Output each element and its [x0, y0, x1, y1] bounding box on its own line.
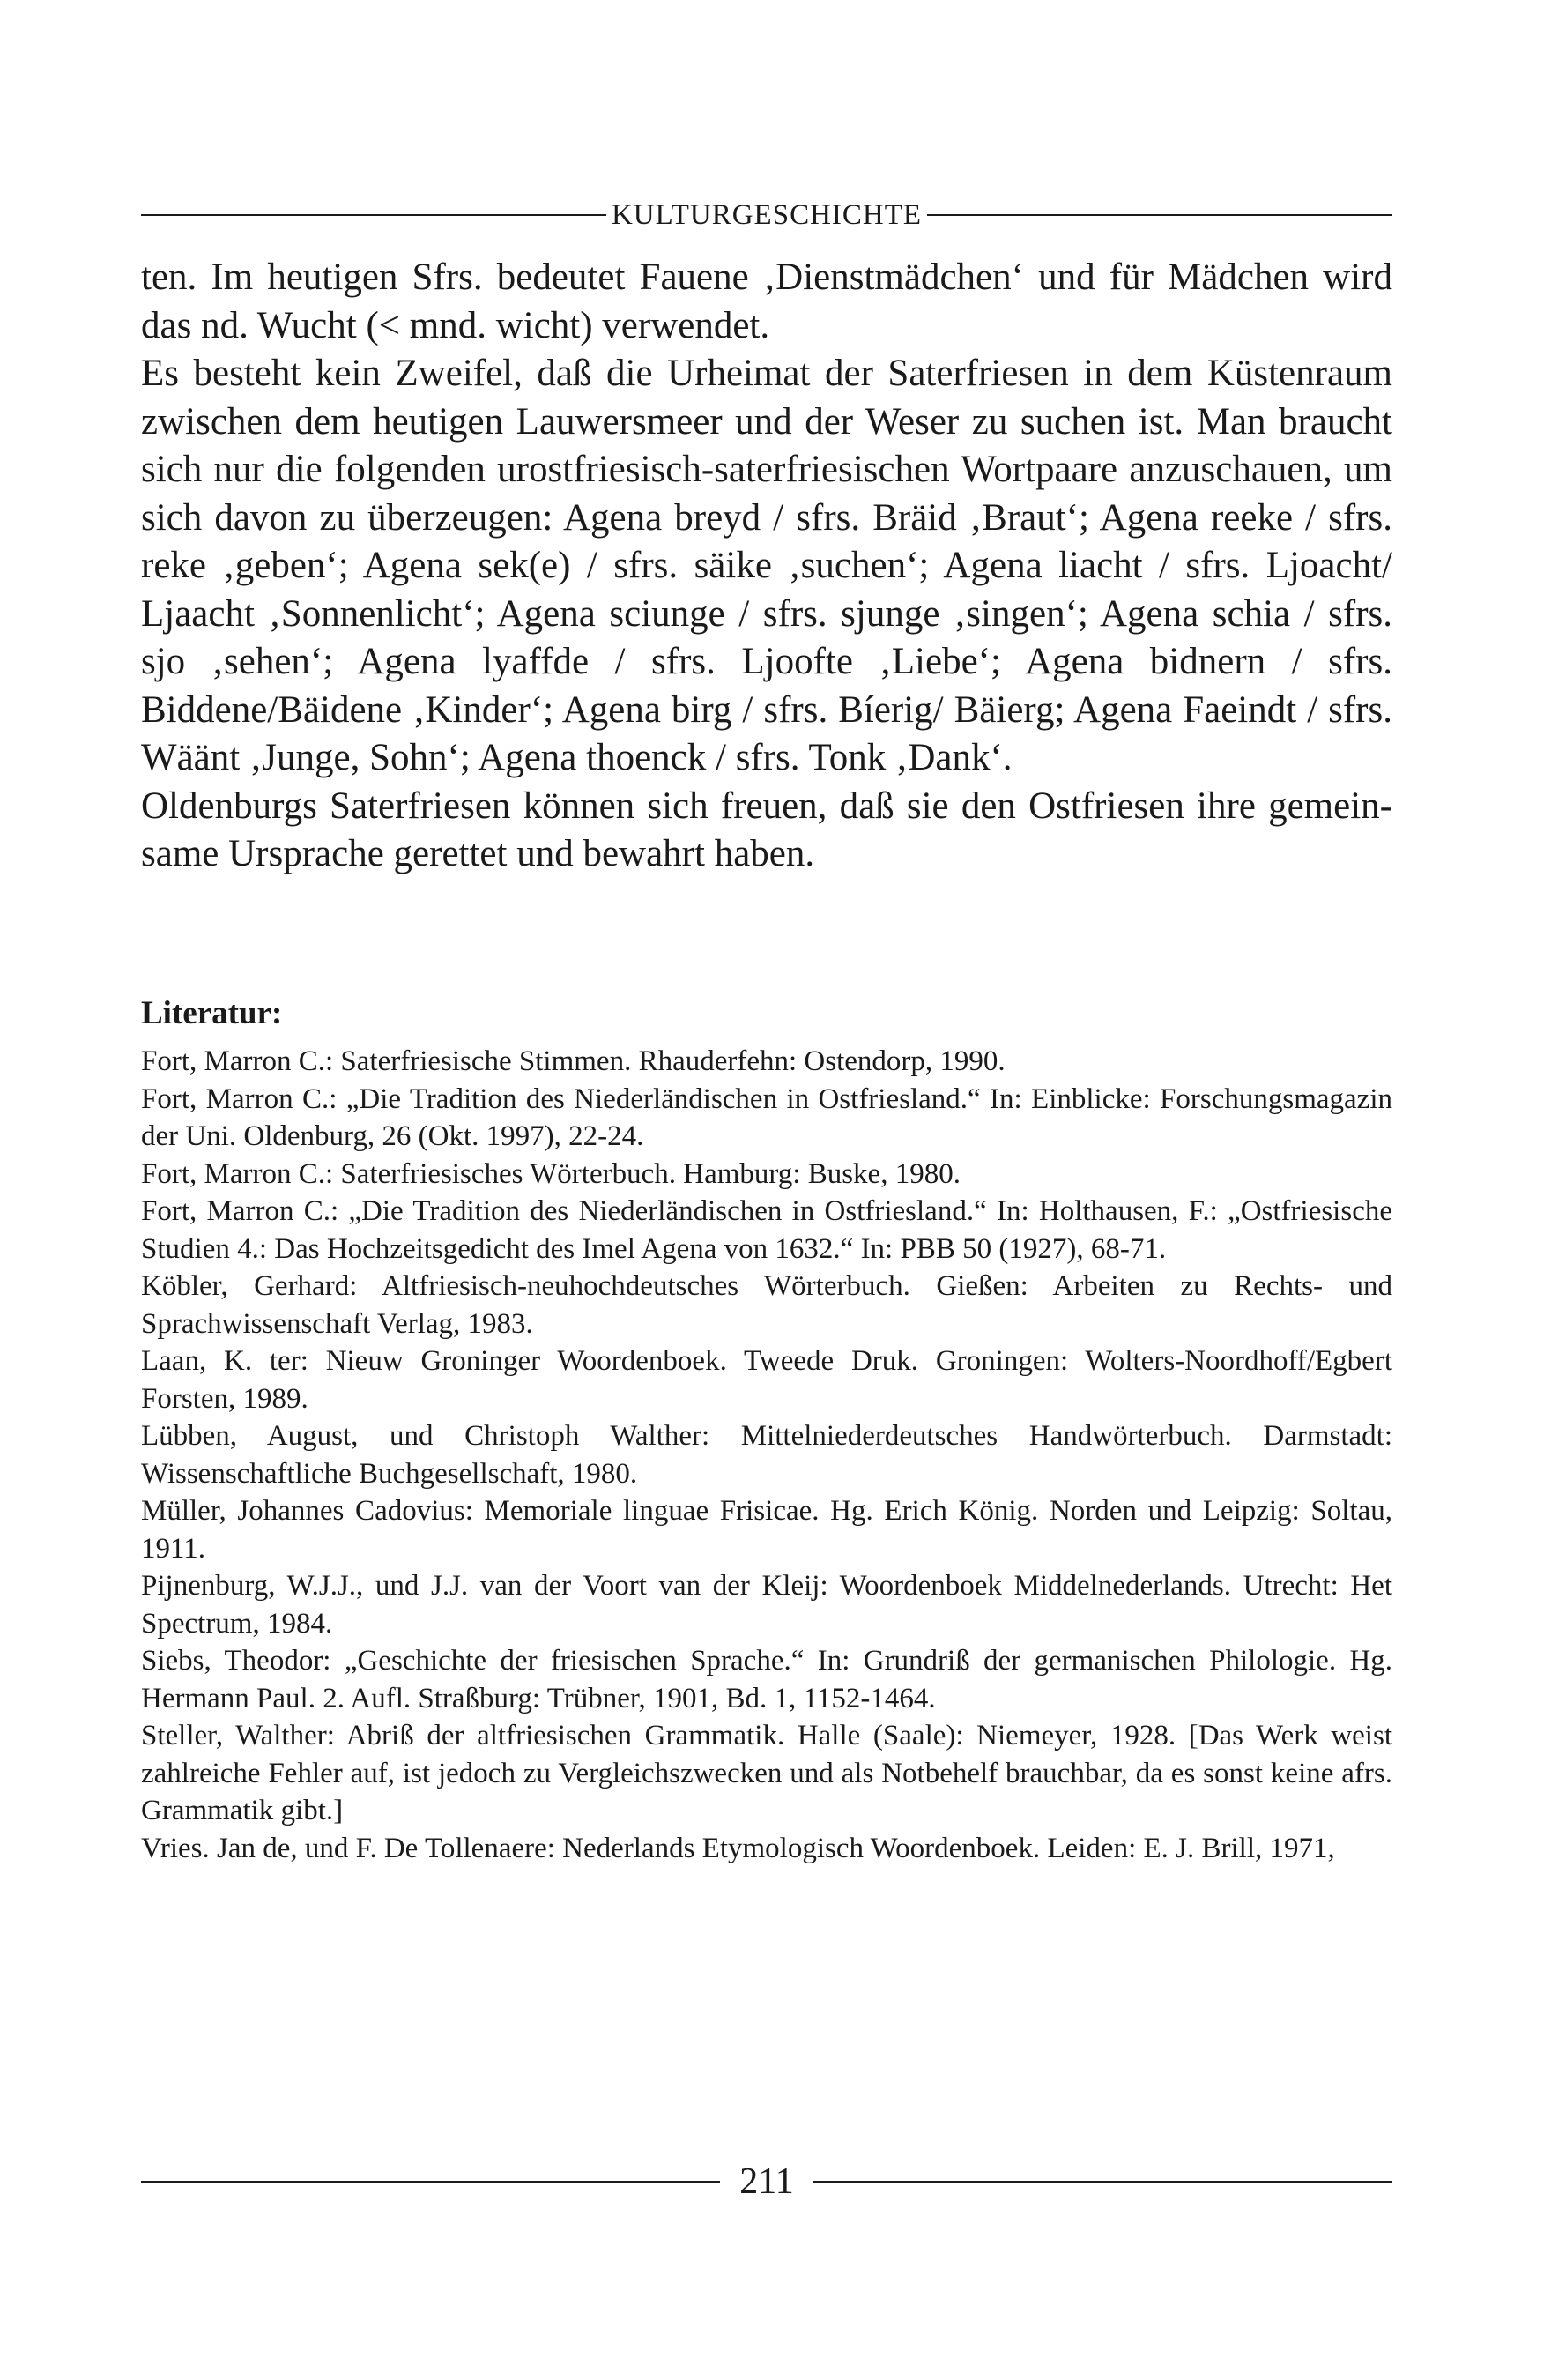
bibliography-list [141, 1043, 1392, 1867]
bibliography-entry: Laan, K. ter: Nieuw Groninger Woordenboek. Tweede Druk. Groningen: Wolters-Noordhoff/Egbert Forsten, 1989. [141, 1345, 1392, 1415]
header-rule-left [141, 214, 606, 216]
bibliography-entry: Fort, Marron C.: „Die Tradition des Niederländischen in Ostfriesland.“ In: Einblicke: Forschungsmagazin der Uni. Oldenburg, 26 (Okt. 1997), 22-24. [141, 1082, 1392, 1152]
footer-rule-right [813, 2181, 1392, 2183]
page-number: 211 [739, 2161, 794, 2202]
paragraph: Oldenburgs Saterfriesen können sich freuen, daß sie den Ostfriesen ihre gemeinsame Ursprache gerettet und bewahrt haben. [141, 785, 1392, 874]
bibliography-entry: Fort, Marron C.: Saterfriesische Stimmen. Rhauderfehn: Ostendorp, 1990. [141, 1045, 1006, 1077]
bibliography-entry: Vries. Jan de, und F. De Tollenaere: Nederlands Etymologisch Woordenboek. Leiden: E. J. Brill, 1971, [141, 1832, 1335, 1864]
running-header [141, 194, 1392, 236]
page-footer [141, 2151, 1392, 2213]
literature-heading: Literatur: [141, 995, 283, 1031]
bibliography-entry: Lübben, August, und Christoph Walther: Mittelniederdeutsches Handwörterbuch. Darmstadt: Wissenschaftliche Buchgesellschaft, 1980. [141, 1420, 1392, 1490]
paragraph: Es besteht kein Zweifel, daß die Urheimat der Saterfriesen in dem Küstenraum zwischen dem heutigen Lauwersmeer und der Weser zu suchen ist. Man braucht sich nur die folgenden urostfriesisch-saterfriesischen Wortpaare anzuschauen, um sich davon zu überzeugen: Agena breyd / sfrs. Bräid ‚Braut‘; Agena reeke / sfrs. reke ‚geben‘; Agena sek(e) / sfrs. säike ‚suchen‘; Agena liacht / sfrs. Ljoacht/ Ljaacht ‚Sonnenlicht‘; Agena sciunge / sfrs. sjunge ‚singen‘; Agena schia / sfrs. sjo ‚sehen‘; Agena lyaffde / sfrs. Ljoofte ‚Liebe‘; Agena bidnern / sfrs. Biddene/Bäidene ‚Kinder‘; Agena birg / sfrs. Bíerig/ Bäierg; Agena Faeindt / sfrs. Wäänt ‚Junge, Sohn‘; Agena thoenck / sfrs. Tonk ‚Dank‘. [141, 353, 1392, 778]
bibliography-entry: Siebs, Theodor: „Geschichte der friesischen Sprache.“ In: Grundriß der germanischen Philologie. Hg. Hermann Paul. 2. Aufl. Straßburg: Trübner, 1901, Bd. 1, 1152-1464. [141, 1645, 1392, 1714]
bibliography-entry: Steller, Walther: Abriß der altfriesischen Grammatik. Halle (Saale): Niemeyer, 1928. [Das Werk weist zahlreiche Fehler auf, ist jedoch zu Vergleichszwecken und als Notbehelf brauchbar, da es sonst keine afrs. Grammatik gibt.] [141, 1720, 1392, 1826]
bibliography-entry: Fort, Marron C.: Saterfriesisches Wörterbuch. Hamburg: Buske, 1980. [141, 1157, 961, 1190]
running-header-title: KULTURGESCHICHTE [611, 198, 923, 231]
bibliography-entry: Köbler, Gerhard: Altfriesisch-neuhochdeutsches Wörterbuch. Gießen: Arbeiten zu Rechts- und Sprachwissenschaft Verlag, 1983. [141, 1270, 1392, 1340]
header-rule-right [927, 214, 1392, 216]
literature-section [141, 992, 1392, 1867]
footer-rule-left [141, 2181, 720, 2183]
main-text [141, 254, 1392, 879]
paragraph: ten. Im heutigen Sfrs. bedeutet Fauene ‚Dienstmädchen‘ und für Mädchen wird das nd. Wucht (< mnd. wicht) verwendet. [141, 257, 1392, 346]
bibliography-entry: Müller, Johannes Cadovius: Memoriale linguae Frisicae. Hg. Erich König. Norden und Leipzig: Soltau, 1911. [141, 1495, 1392, 1565]
bibliography-entry: Fort, Marron C.: „Die Tradition des Niederländischen in Ostfriesland.“ In: Holthausen, F.: „Ostfriesische Studien 4.: Das Hochzeitsgedicht des Imel Agena von 1632.“ In: PBB 50 (1927), 68-71. [141, 1195, 1392, 1265]
bibliography-entry: Pijnenburg, W.J.J., und J.J. van der Voort van der Kleij: Woordenboek Middelnederlands. Utrecht: Het Spectrum, 1984. [141, 1570, 1392, 1640]
